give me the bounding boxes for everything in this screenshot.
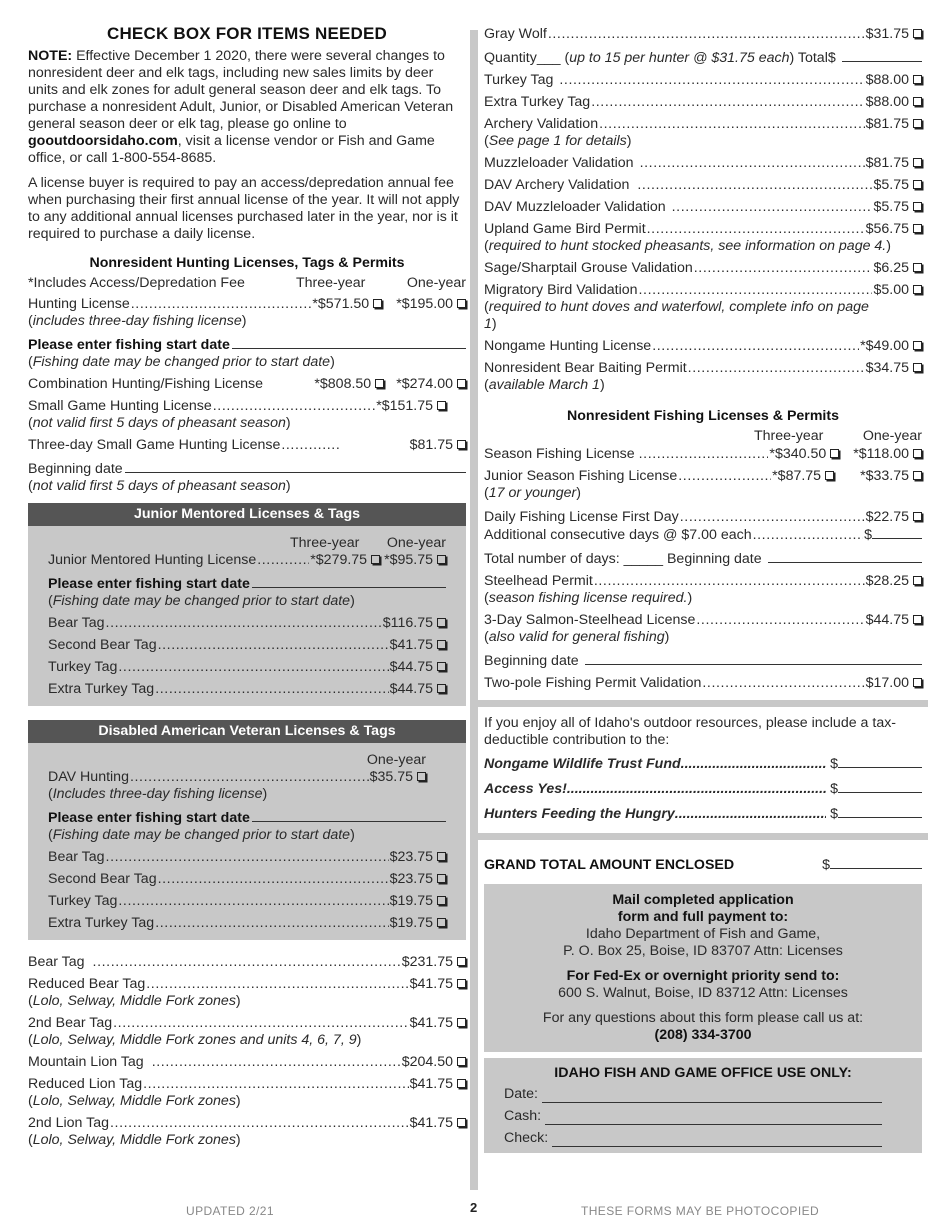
season-fishing-row: Season Fishing License ..... *$340.50 *$118.00 — [484, 446, 922, 463]
permit-row: Nonresident Bear Baiting Permit ..... $34.75 (available March 1) — [484, 360, 922, 394]
small-game-row: Small Game Hunting License ..... *$151.75 (not valid first 5 days of pheasant season) — [28, 398, 466, 432]
office-cash-field[interactable] — [545, 1111, 882, 1125]
tag-list — [28, 954, 466, 1149]
junior-tag-checkbox[interactable] — [437, 640, 446, 649]
hunting-license-three-checkbox[interactable] — [373, 299, 382, 308]
permit-row: Muzzleloader Validation ..... $81.75 — [484, 155, 922, 172]
donation-amount-field[interactable] — [838, 780, 922, 793]
tag-row: 2nd Bear Tag ..... $41.75 (Lolo, Selway, Middle Fork zones and units 4, 6, 7, 9) — [28, 1015, 466, 1049]
fishing-section-title: Nonresident Fishing Licenses & Permits — [567, 408, 839, 424]
tag-row: Reduced Bear Tag ..... $41.75 (Lolo, Selway, Middle Fork zones) — [28, 976, 466, 1010]
website-link[interactable]: gooutdoorsidaho.com — [28, 133, 178, 149]
phone-number: (208) 334-3700 — [654, 1027, 752, 1043]
left-column — [28, 24, 466, 1154]
hunting-license-row: Hunting License ..... *$571.50 *$195.00 (includes three-day fishing license) — [28, 296, 466, 330]
tag-row: 2nd Lion Tag ..... $41.75 (Lolo, Selway, Middle Fork zones) — [28, 1115, 466, 1149]
permit-checkbox[interactable] — [913, 158, 922, 167]
junior-tag-row: Extra Turkey Tag ..... $44.75 — [48, 681, 446, 698]
right-column — [484, 26, 922, 1153]
tag-checkbox[interactable] — [457, 957, 466, 966]
junior-license-row: Junior Mentored Hunting License ..... *$279.75 *$95.75 — [48, 552, 446, 569]
permit-checkbox[interactable] — [913, 202, 922, 211]
dav-tag-row: Second Bear Tag ..... $23.75 — [48, 871, 446, 888]
permit-row: Upland Game Bird Permit ..... $56.75 (required to hunt stocked pheasants, see information on page 4.) — [484, 221, 922, 255]
permit-row: Archery Validation ..... $81.75 (See page 1 for details) — [484, 116, 922, 150]
permit-checkbox[interactable] — [913, 363, 922, 372]
beginning-date-row: Beginning date (not valid first 5 days of pheasant season) — [28, 459, 466, 495]
permit-row: DAV Muzzleloader Validation ..... $5.75 — [484, 199, 922, 216]
gray-wolf-checkbox[interactable] — [913, 29, 922, 38]
combo-one-checkbox[interactable] — [457, 379, 466, 388]
permit-row: DAV Archery Validation ..... $5.75 — [484, 177, 922, 194]
daily-fishing-row: Daily Fishing License First Day ..... $22.75 — [484, 509, 922, 526]
tag-row: Mountain Lion Tag ..... $204.50 — [28, 1054, 466, 1071]
donation-row: Hunters Feeding the Hungry ..... $ — [484, 805, 922, 823]
dav-tag-checkbox[interactable] — [437, 852, 446, 861]
hunting-column-header: *Includes Access/Depredation Fee Three-year One-year — [28, 275, 466, 291]
permit-row: Nongame Hunting License ..... *$49.00 — [484, 338, 922, 355]
junior-tag-row: Second Bear Tag ..... $41.75 — [48, 637, 446, 654]
junior-fishing-start-row: Please enter fishing start date (Fishing date may be changed prior to start date) — [48, 574, 446, 610]
total-days-date-field[interactable] — [768, 549, 922, 563]
fishing-start-date-field[interactable] — [232, 335, 466, 349]
mailing-info: Mail completed application form and full payment to: Idaho Department of Fish and Game, P. O. Box 25, Boise, ID 83707 Attn: Licenses For Fed-Ex or overnight priority send to: 600 S. Walnut, Boise, ID 83712 Attn: Licenses For any questions about this form please call us at: (208) 334-3700 — [484, 884, 922, 1052]
dav-tag-checkbox[interactable] — [437, 918, 446, 927]
three-day-small-game-row: Three-day Small Game Hunting License ..... $81.75 — [28, 437, 466, 454]
daily-fishing-checkbox[interactable] — [913, 512, 922, 521]
permit-checkbox[interactable] — [913, 285, 922, 294]
junior-license-three-checkbox[interactable] — [371, 555, 380, 564]
junior-fishing-date-field[interactable] — [252, 574, 446, 588]
dav-section — [28, 720, 466, 940]
permit-row: Sage/Sharptail Grouse Validation ..... $6.25 — [484, 260, 922, 277]
wolf-quantity-row: Quantity___ ( up to 15 per hunter @ $31.75 each ) Total$ — [484, 48, 922, 67]
permit-row: Migratory Bird Validation ..... $5.00 (required to hunt doves and waterfowl, complete info on page 1) — [484, 282, 922, 333]
junior-tag-checkbox[interactable] — [437, 684, 446, 693]
additional-days-row: Additional consecutive days @ $7.00 each ..... $ — [484, 526, 922, 544]
season-fishing-three-checkbox[interactable] — [830, 449, 839, 458]
junior-fishing-row: Junior Season Fishing License ..... *$87.75 *$33.75 (17 or younger) — [484, 468, 922, 502]
two-pole-checkbox[interactable] — [913, 678, 922, 687]
fishing-beginning-date-field[interactable] — [585, 651, 922, 665]
fishing-column-header: Three-year One-year — [754, 428, 922, 444]
permit-checkbox[interactable] — [913, 180, 922, 189]
office-use-box: IDAHO FISH AND GAME OFFICE USE ONLY: Date: Cash: Check: — [484, 1058, 922, 1153]
tag-checkbox[interactable] — [457, 1018, 466, 1027]
dav-tag-row: Bear Tag ..... $23.75 — [48, 849, 446, 866]
combo-three-checkbox[interactable] — [375, 379, 384, 388]
dav-tag-checkbox[interactable] — [437, 896, 446, 905]
dav-hunting-row: DAV Hunting ..... $35.75 (Includes three-day fishing license) — [48, 769, 446, 803]
dav-section-title: Disabled American Veteran Licenses & Tags — [28, 720, 466, 743]
three-day-small-game-checkbox[interactable] — [457, 440, 466, 449]
fishing-start-row: Please enter fishing start date (Fishing date may be changed prior to start date) — [28, 335, 466, 371]
fishing-beginning-date-row: Beginning date — [484, 651, 922, 670]
tag-checkbox[interactable] — [457, 1118, 466, 1127]
dav-tag-row: Extra Turkey Tag ..... $19.75 — [48, 915, 446, 932]
section-separator — [478, 833, 928, 840]
junior-tag-row: Bear Tag ..... $116.75 — [48, 615, 446, 632]
access-paragraph: A license buyer is required to pay an access/depredation annual fee when purchasing their first annual license of the year. It will not apply to any additional annual licenses purchased later in the year, nor is it required to purchase a daily license. — [28, 175, 460, 242]
office-check-field[interactable] — [552, 1133, 882, 1147]
junior-column-header: Three-year One-year — [290, 535, 446, 551]
dav-fishing-start-row: Please enter fishing start date (Fishing date may be changed prior to start date) — [48, 808, 446, 844]
grand-total-field[interactable] — [830, 856, 922, 869]
junior-tag-checkbox[interactable] — [437, 618, 446, 627]
steelhead-checkbox[interactable] — [913, 576, 922, 585]
permit-checkbox[interactable] — [913, 263, 922, 272]
tag-checkbox[interactable] — [457, 1079, 466, 1088]
column-divider — [470, 30, 478, 1190]
permit-checkbox[interactable] — [913, 341, 922, 350]
grand-total-row: GRAND TOTAL AMOUNT ENCLOSED $ — [484, 856, 922, 874]
permit-checkbox[interactable] — [913, 119, 922, 128]
salmon-checkbox[interactable] — [913, 615, 922, 624]
permit-checkbox[interactable] — [913, 224, 922, 233]
hunting-section-title: Nonresident Hunting Licenses, Tags & Permits — [89, 255, 405, 271]
dav-fishing-date-field[interactable] — [252, 808, 446, 822]
donation-row: Nongame Wildlife Trust Fund ..... $ — [484, 755, 922, 773]
junior-mentored-section — [28, 503, 466, 706]
permit-checkbox[interactable] — [913, 75, 922, 84]
gray-wolf-row: Gray Wolf ..... $31.75 — [484, 26, 922, 43]
dav-tag-checkbox[interactable] — [437, 874, 446, 883]
junior-tag-row: Turkey Tag ..... $44.75 — [48, 659, 446, 676]
junior-fishing-one-checkbox[interactable] — [913, 471, 922, 480]
tag-row: Reduced Lion Tag ..... $41.75 (Lolo, Selway, Middle Fork zones) — [28, 1076, 466, 1110]
permit-checkbox[interactable] — [913, 97, 922, 106]
office-check-row: Check: — [504, 1130, 902, 1147]
dav-hunting-checkbox[interactable] — [417, 772, 426, 781]
page-heading: CHECK BOX FOR ITEMS NEEDED — [106, 24, 388, 43]
office-cash-row: Cash: — [504, 1108, 902, 1125]
hunting-license-one-checkbox[interactable] — [457, 299, 466, 308]
beginning-date-field[interactable] — [125, 459, 466, 473]
donation-amount-field[interactable] — [838, 755, 922, 768]
salmon-steelhead-row: 3-Day Salmon-Steelhead License ..... $44.75 (also valid for general fishing) — [484, 612, 922, 646]
donation-row: Access Yes! ..... $ — [484, 780, 922, 798]
season-fishing-one-checkbox[interactable] — [913, 449, 922, 458]
wolf-total-field[interactable] — [842, 48, 922, 62]
junior-section-title: Junior Mentored Licenses & Tags — [28, 503, 466, 526]
total-days-row: Total number of days: _____ Beginning date — [484, 549, 922, 568]
combination-license-row: Combination Hunting/Fishing License *$808.50 *$274.00 — [28, 376, 466, 393]
steelhead-row: Steelhead Permit ..... $28.25 (season fishing license required.) — [484, 573, 922, 607]
permit-row: Extra Turkey Tag ..... $88.00 — [484, 94, 922, 111]
two-pole-row: Two-pole Fishing Permit Validation ..... $17.00 — [484, 675, 922, 692]
donation-amount-field[interactable] — [838, 805, 922, 818]
page-number: 2 — [470, 1200, 478, 1215]
footer-photocopy: THESE FORMS MAY BE PHOTOCOPIED — [581, 1204, 820, 1218]
tag-checkbox[interactable] — [457, 979, 466, 988]
permit-row: Turkey Tag ..... $88.00 — [484, 72, 922, 89]
donation-intro: If you enjoy all of Idaho's outdoor resources, please include a tax-deductible contribution to the: — [484, 715, 897, 748]
small-game-checkbox[interactable] — [437, 401, 446, 410]
dav-column-header: One-year — [366, 752, 426, 768]
junior-license-one-checkbox[interactable] — [437, 555, 446, 564]
dav-tag-row: Turkey Tag ..... $19.75 — [48, 893, 446, 910]
office-date-field[interactable] — [542, 1089, 882, 1103]
tag-checkbox[interactable] — [457, 1057, 466, 1066]
junior-tag-checkbox[interactable] — [437, 662, 446, 671]
footer-updated: UPDATED 2/21 — [186, 1204, 274, 1218]
daily-fishing-group — [484, 509, 922, 544]
additional-days-amount-field[interactable] — [872, 526, 922, 539]
section-separator — [478, 700, 928, 707]
junior-fishing-three-checkbox[interactable] — [825, 471, 834, 480]
tag-row: Bear Tag ..... $231.75 — [28, 954, 466, 971]
office-date-row: Date: — [504, 1086, 902, 1103]
note-paragraph: NOTE: Effective December 1 2020, there were several changes to nonresident deer and elk tags, including new sales limits by deer units and elk zones for adult general season deer and elk tags. To purchase a nonresident Adult, Junior, or Disabled American Veteran general season deer or elk tag, please go online to gooutdoorsidaho.com, visit a license vendor or Fish and Game office, or call 1-800-554-8685. — [28, 48, 454, 166]
